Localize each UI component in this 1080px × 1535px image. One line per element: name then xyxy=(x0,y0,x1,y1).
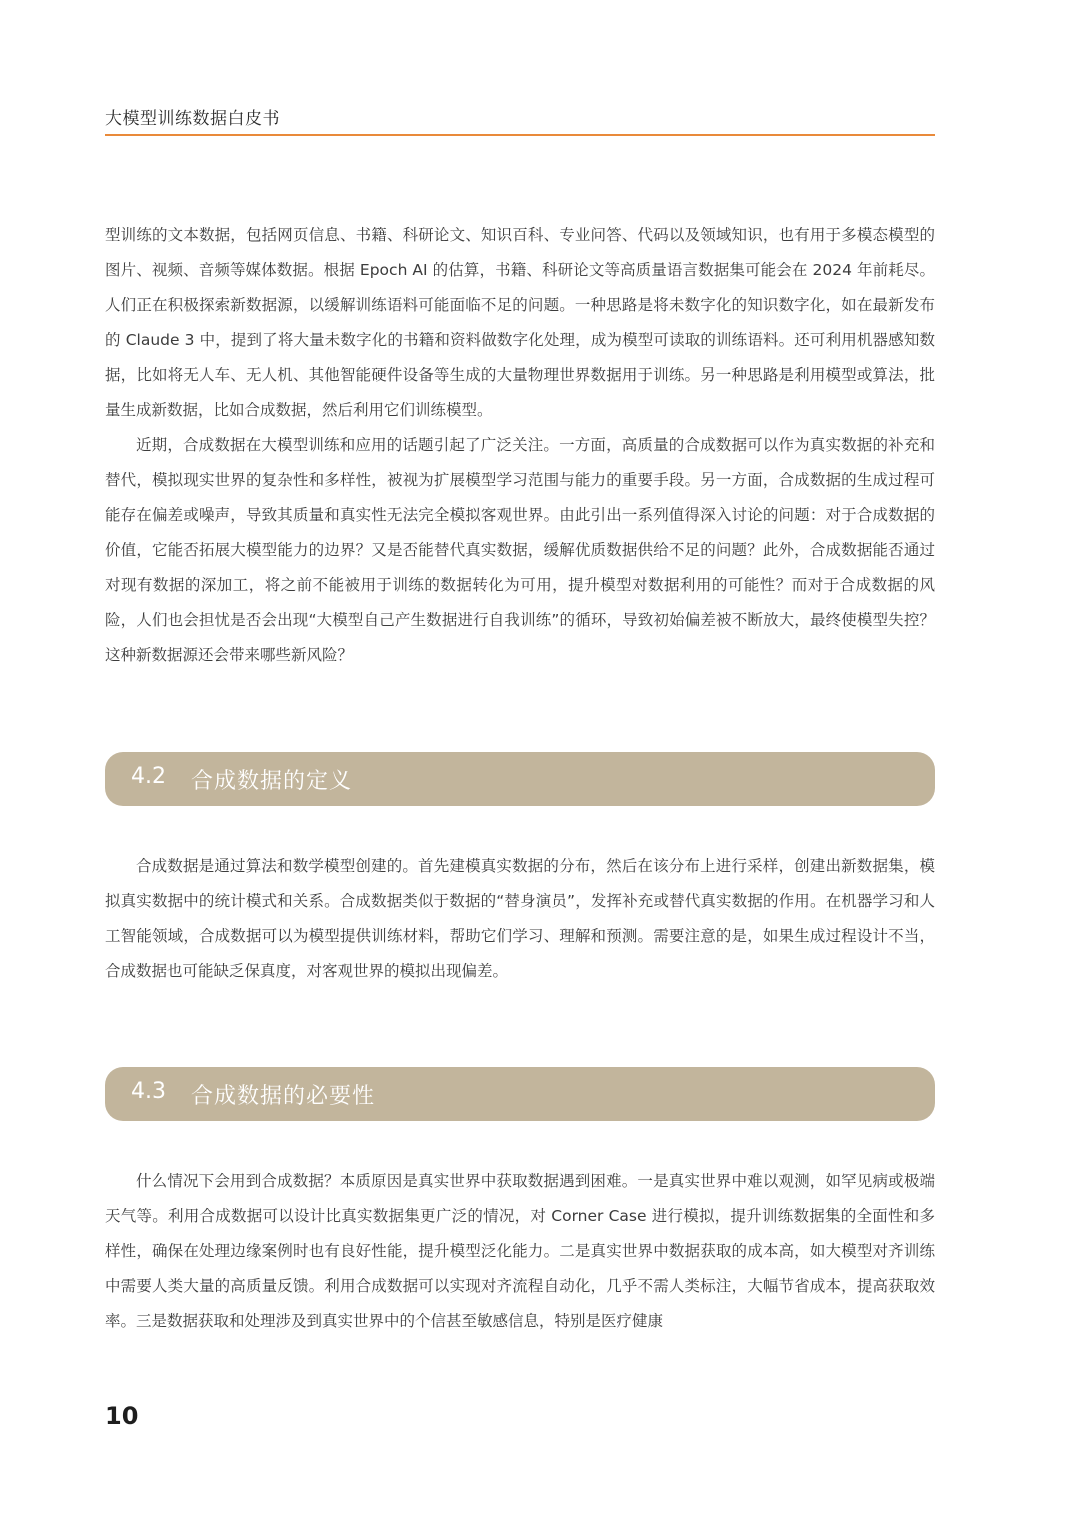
page-number: 10 xyxy=(105,1402,139,1430)
body-paragraph-4: 什么情况下会用到合成数据？本质原因是真实世界中获取数据遇到困难。一是真实世界中难以观测，如罕见病或极端天气等。利用合成数据可以设计比真实数据集更广泛的情况，对 Corner Case 进行模拟，提升训练数据集的全面性和多样性，确保在处理边缘案例时也有良好性能，提升模型泛化能力。二是真实世界中数据获取的成本高，如大模型对齐训练中需要人类大量的高质量反馈。利用合成数据可以实现对齐流程自动化，几乎不需人类标注，大幅节省成本，提高获取效率。三是数据获取和处理涉及到真实世界中的个信甚至敏感信息，特别是医疗健康 xyxy=(105,1172,935,1330)
section-number: 4.3 xyxy=(131,1079,166,1104)
header-title: 大模型训练数据白皮书 xyxy=(105,109,280,129)
section-title: 合成数据的必要性 xyxy=(191,1084,376,1109)
section-number: 4.2 xyxy=(131,764,166,789)
body-paragraph-2: 近期，合成数据在大模型训练和应用的话题引起了广泛关注。一方面，高质量的合成数据可以作为真实数据的补充和替代，模拟现实世界的复杂性和多样性，被视为扩展模型学习范围与能力的重要手段。另一方面，合成数据的生成过程可能存在偏差或噪声，导致其质量和真实性无法完全模拟客观世界。由此引出一系列值得深入讨论的问题：对于合成数据的价值，它能否拓展大模型能力的边界？又是否能替代真实数据，缓解优质数据供给不足的问题？此外，合成数据能否通过对现有数据的深加工，将之前不能被用于训练的数据转化为可用，提升模型对数据利用的可能性？而对于合成数据的风险，人们也会担忧是否会出现“大模型自己产生数据进行自我训练”的循环，导致初始偏差被不断放大，最终使模型失控？这种新数据源还会带来哪些新风险？ xyxy=(105,436,935,664)
body-paragraph-1: 型训练的文本数据，包括网页信息、书籍、科研论文、知识百科、专业问答、代码以及领域知识，也有用于多模态模型的图片、视频、音频等媒体数据。根据 Epoch AI 的估算，书籍、科研论文等高质量语言数据集可能会在 2024 年前耗尽。人们正在积极探索新数据源，以缓解训练语料可能面临不足的问题。一种思路是将未数字化的知识数字化，如在最新发布的 Claude 3 中，提到了将大量未数字化的书籍和资料做数字化处理，成为模型可读取的训练语料。还可利用机器感知数据，比如将无人车、无人机、其他智能硬件设备等生成的大量物理世界数据用于训练。另一种思路是利用模型或算法，批量生成新数据，比如合成数据，然后利用它们训练模型。 xyxy=(105,226,935,419)
body-paragraph-3: 合成数据是通过算法和数学模型创建的。首先建模真实数据的分布，然后在该分布上进行采样，创建出新数据集，模拟真实数据中的统计模式和关系。合成数据类似于数据的“替身演员”，发挥补充或替代真实数据的作用。在机器学习和人工智能领域，合成数据可以为模型提供训练材料，帮助它们学习、理解和预测。需要注意的是，如果生成过程设计不当，合成数据也可能缺乏保真度，对客观世界的模拟出现偏差。 xyxy=(105,857,935,980)
section-title: 合成数据的定义 xyxy=(191,769,353,794)
section-heading-4-2 xyxy=(105,752,935,806)
page-header xyxy=(105,100,935,136)
section-heading-4-3 xyxy=(105,1067,935,1121)
